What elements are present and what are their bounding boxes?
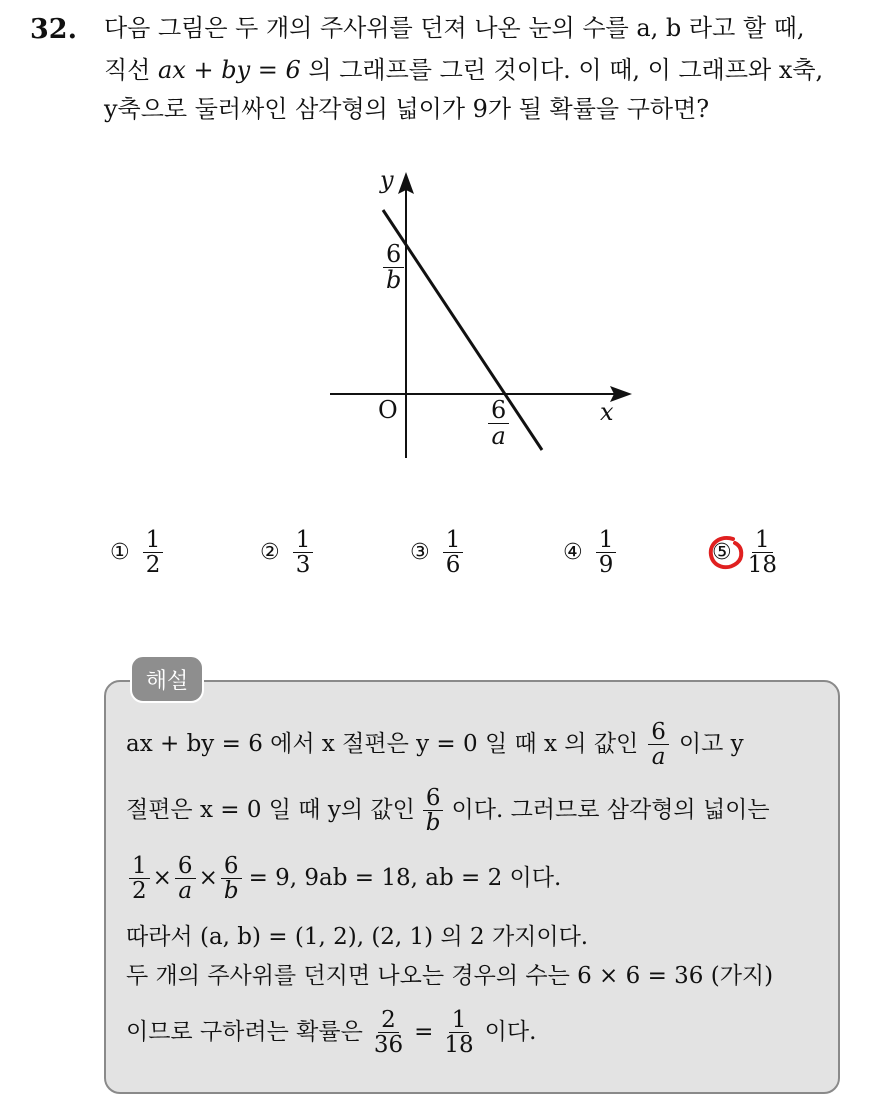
- solution-line-3-times-2: ×: [198, 865, 218, 892]
- question-line-2-pre: 직선: [104, 56, 158, 84]
- question-line-2-post: 의 그래프를 그린 것이다. 이 때, 이 그래프와 x축,: [300, 56, 824, 84]
- solution-line-6-frac2-denominator: 18: [444, 1032, 474, 1059]
- solution-line-2-text-b: 이다. 그러므로 삼각형의 넓이는: [451, 797, 770, 824]
- x-intercept-denominator: a: [491, 422, 506, 451]
- solution-line-1-numerator: 6: [648, 720, 669, 745]
- y-intercept-numerator: 6: [383, 242, 404, 268]
- solution-line-3-frac1-numerator: 1: [129, 854, 150, 879]
- choice-3-denominator: 6: [445, 552, 461, 579]
- solution-line-5: 두 개의 주사위를 던지면 나오는 경우의 수는 6 × 6 = 36 (가지): [126, 963, 774, 989]
- solution-line-6: [126, 1008, 536, 1057]
- solution-line-3-frac1-denominator: 2: [132, 878, 147, 905]
- solution-line-1-text-b: 이고 y: [678, 731, 744, 758]
- choice-5-marker: ⑤: [712, 540, 732, 566]
- choice-4-numerator: 1: [596, 528, 617, 553]
- choice-1[interactable]: [110, 528, 166, 577]
- choice-4[interactable]: [563, 528, 619, 577]
- question-line-1: 다음 그림은 두 개의 주사위를 던져 나온 눈의 수를 a, b 라고 할 때,: [104, 14, 805, 42]
- solution-line-3-rest: = 9, 9ab = 18, ab = 2 이다.: [248, 865, 562, 892]
- x-axis-label: x: [600, 398, 614, 426]
- solution-line-4: 따라서 (a, b) = (1, 2), (2, 1) 의 2 가지이다.: [126, 924, 589, 950]
- choice-4-marker: ④: [563, 540, 583, 566]
- y-axis-label: y: [380, 166, 394, 194]
- question-line-3: y축으로 둘러싸인 삼각형의 넓이가 9가 될 확률을 구하면?: [104, 95, 710, 123]
- y-intercept-denominator: b: [386, 266, 402, 295]
- solution-line-6-text-a: 이므로 구하려는 확률은: [126, 1019, 363, 1046]
- choice-1-numerator: 1: [143, 528, 164, 553]
- solution-line-2-denominator: b: [425, 810, 441, 837]
- solution-line-3-times-1: ×: [152, 865, 172, 892]
- solution-line-6-frac2-numerator: 1: [449, 1008, 470, 1033]
- x-intercept-numerator: 6: [488, 398, 509, 424]
- choice-5[interactable]: [712, 528, 783, 577]
- x-intercept-label: [485, 398, 512, 449]
- solution-line-6-text-b: 이다.: [484, 1019, 537, 1046]
- solution-line-1-text-a: ax + by = 6 에서 x 절편은 y = 0 일 때 x 의 값인: [126, 731, 639, 758]
- choice-2[interactable]: [260, 528, 316, 577]
- solution-tag: 해설: [130, 655, 204, 703]
- solution-line-3-frac2-numerator: 6: [175, 854, 196, 879]
- solution-line-1: [126, 720, 744, 769]
- choice-3-marker: ③: [410, 540, 430, 566]
- solution-line-6-frac1-numerator: 2: [378, 1008, 399, 1033]
- choice-1-denominator: 2: [145, 552, 161, 579]
- solution-line-2-numerator: 6: [423, 786, 444, 811]
- solution-line-1-denominator: a: [651, 744, 666, 771]
- choice-2-numerator: 1: [293, 528, 314, 553]
- choice-5-numerator: 1: [752, 528, 773, 553]
- solution-line-6-frac1-denominator: 36: [373, 1032, 404, 1059]
- choice-4-denominator: 9: [598, 552, 614, 579]
- question-equation: ax + by = 6: [158, 56, 301, 84]
- choice-2-denominator: 3: [295, 552, 311, 579]
- solution-line-2-text-a: 절편은 x = 0 일 때 y의 값인: [126, 797, 415, 824]
- origin-label: O: [378, 396, 398, 424]
- y-intercept-label: [380, 242, 407, 293]
- choice-1-marker: ①: [110, 540, 130, 566]
- choice-2-marker: ②: [260, 540, 280, 566]
- solution-line-6-equals: =: [414, 1019, 434, 1046]
- question-number: 32.: [30, 14, 77, 45]
- solution-line-2: [126, 786, 770, 835]
- solution-line-3-frac3-denominator: b: [223, 878, 239, 905]
- choice-5-denominator: 18: [747, 552, 778, 579]
- solution-line-3-frac3-numerator: 6: [221, 854, 242, 879]
- solution-line-3-frac2-denominator: a: [178, 878, 193, 905]
- solution-line-3: [126, 854, 561, 903]
- choice-3[interactable]: [410, 528, 466, 577]
- choice-3-numerator: 1: [443, 528, 464, 553]
- line-graph: [0, 0, 884, 520]
